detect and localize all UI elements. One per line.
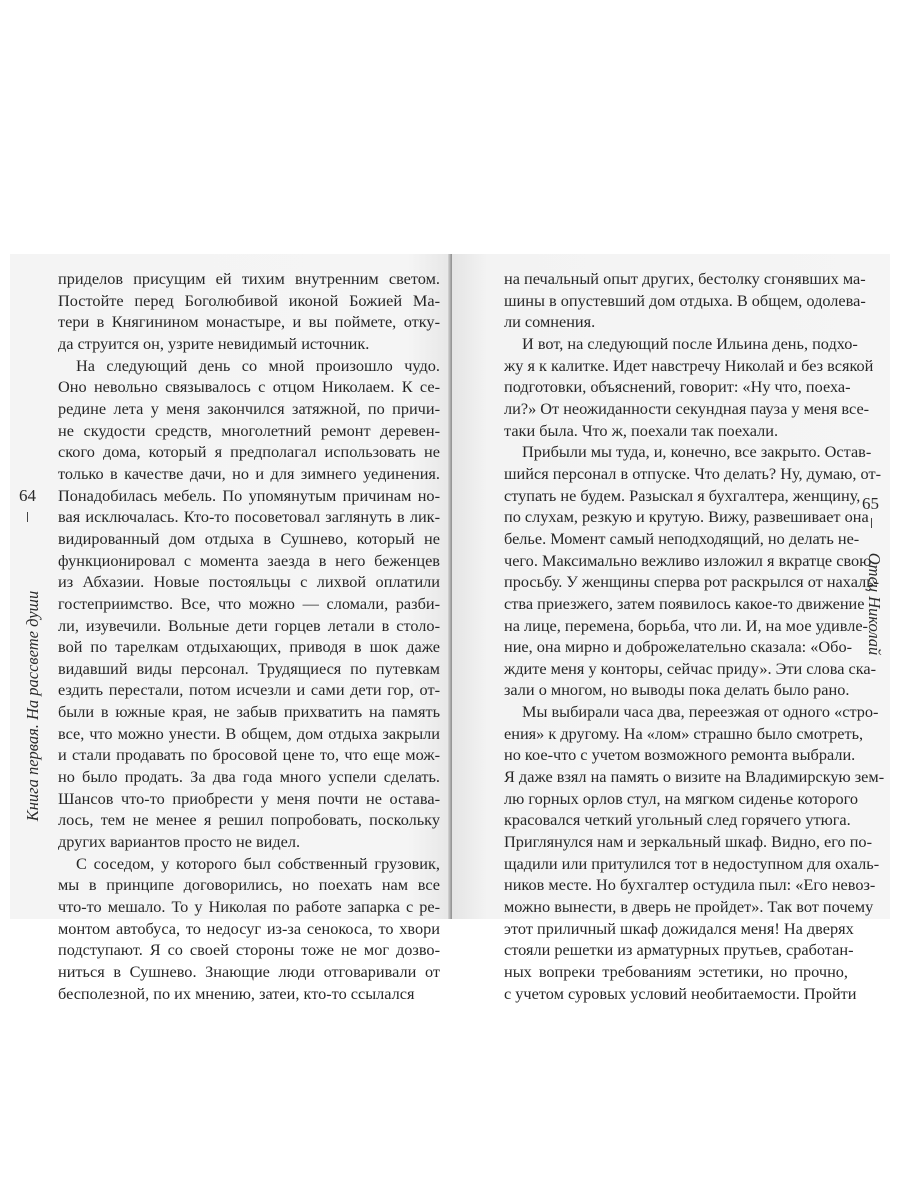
- right-page: [452, 254, 890, 1003]
- text-line: Приглянулся нам и зеркальный шкаф. Видно, его по-: [504, 832, 872, 852]
- text-line: да струится он, узрите невидимый источник.: [58, 333, 370, 353]
- text-line: на лице, перемена, борьба, что ли. И, на мое удивле-: [504, 615, 868, 635]
- text-line: лю горных орлов стул, на мягком сиденье которого: [504, 788, 859, 808]
- text-line: Понадобилась мебель. По упомянутым причинам но-: [58, 485, 440, 505]
- text-line: ездить перестали, потом исчезли и сами дети гор, от-: [58, 680, 440, 700]
- text-line: Оно невольно связывалось с отцом Николаем. К се-: [58, 377, 440, 397]
- text-line: но кое-что с учетом возможного ремонта выбрали.: [504, 745, 856, 765]
- text-line: щадили или притулился тот в недоступном для охаль-: [504, 853, 880, 873]
- text-line: мы в принципе договорились, но поехать нам все: [58, 875, 440, 895]
- text-line: И вот, на следующий после Ильина день, подхо-: [522, 333, 858, 353]
- left-margin: [13, 486, 47, 916]
- text-line: ждите меня у конторы, сейчас приду». Эти слова ска-: [504, 658, 877, 678]
- left-page-text: [58, 268, 440, 1004]
- text-line: Мы выбирали часа два, переезжая от одного «стро-: [522, 702, 879, 722]
- text-line: не скудости средств, многолетний ремонт деревен-: [58, 420, 440, 440]
- text-line: бесполезной, по их мнению, затеи, кто-то ссылался: [58, 983, 415, 1003]
- text-line: шины в опустевший дом отдыха. В общем, одолева-: [504, 290, 866, 310]
- text-line: лось, тем не менее я решил попробовать, поскольку: [58, 810, 440, 830]
- text-line: гостеприимство. Все, что можно — сломали, разби-: [58, 593, 440, 613]
- book-spread: [10, 254, 890, 1003]
- text-line: видированный дом отдыха в Сушнево, который не: [58, 528, 440, 548]
- text-line: ступать не будем. Разыскал я бухгалтера, женщину,: [504, 485, 861, 505]
- text-line: подготовки, объяснений, говорит: «Ну что, поеха-: [504, 377, 851, 397]
- text-line: ского дома, который я предполагал использовать не: [58, 442, 440, 462]
- text-line: Шансов что-то приобрести у меня почти не остава-: [58, 788, 440, 808]
- text-line: красовался четкий угольный след горячего утюга.: [504, 810, 851, 830]
- text-line: тери в Княгинином монастыре, и вы поймете, отку-: [58, 312, 440, 332]
- text-line: С соседом, у которого был собственный грузовик,: [76, 853, 440, 873]
- text-line: видавший виды персонал. Трудящиеся по путевкам: [58, 658, 440, 678]
- text-line: жу я к калитке. Идет навстречу Николай и без всякой: [504, 355, 874, 375]
- text-line: шийся персонал в отпуске. Что делать? Ну, думаю, от-: [504, 463, 881, 483]
- text-line: но было продать. За два года много успели сделать.: [58, 767, 440, 787]
- text-line: таки была. Что ж, поехали так поехали.: [504, 420, 779, 440]
- text-line: ения» к другому. На «лом» страшно было смотреть,: [504, 723, 864, 743]
- left-page-number: 64: [19, 486, 36, 505]
- text-line: монтом автобуса, то недосуг из-за сенокоса, то хвори: [58, 918, 440, 938]
- text-line: на печальный опыт других, бестолку сгонявших ма-: [504, 269, 866, 288]
- text-line: ников месте. Но бухгалтер остудила пыл: «Его невоз-: [504, 875, 876, 895]
- text-line: по слухам, резкую и крутую. Вижу, развешивает она: [504, 507, 869, 527]
- text-line: приделов присущим ей тихим внутренним светом.: [58, 269, 440, 288]
- text-line: чего. Максимально вежливо изложил я вкратце свою: [504, 550, 872, 570]
- text-line: все, что можно унести. В общем, дом отдыха закрыли: [58, 723, 440, 743]
- right-page-number: 65: [862, 494, 879, 513]
- text-line: этот приличный шкаф дожидался меня! На дверях: [504, 918, 854, 938]
- text-line: стояли решетки из арматурных прутьев, сработан-: [504, 940, 854, 960]
- text-line: функционировал с момента заезда в него беженцев: [58, 550, 440, 570]
- text-line: ли сомнения.: [504, 312, 596, 332]
- text-line: и стали продавать по бросовой цене то, что еще мож-: [58, 745, 440, 765]
- text-line: ли, изувечили. Вольные дети горцев летали в столо-: [58, 615, 440, 635]
- right-margin: [854, 494, 890, 794]
- text-line: Постойте перед Боголюбивой иконой Божией Ма-: [58, 290, 440, 310]
- text-line: только в качестве дачи, но и для зимнего уединения.: [58, 463, 440, 483]
- text-line: На следующий день со мной произошло чудо.: [76, 355, 440, 375]
- text-line: что-то мешало. То у Николая по работе запарка с ре-: [58, 897, 440, 917]
- text-line: вая исключалась. Кто-то посоветовал заглянуть в лик-: [58, 507, 440, 527]
- text-line: ства приезжего, затем появилось какое-то движение: [504, 593, 865, 613]
- text-line: подступают. Я со своей стороны тоже не мог дозво-: [58, 940, 440, 960]
- text-line: других вариантов просто не видел.: [58, 832, 301, 852]
- right-running-head: Отец Николай: [865, 552, 884, 656]
- text-line: ных вопреки требованиям эстетики, но прочно,: [504, 962, 848, 981]
- text-line: вой по тарелкам отдыхающих, приводя в шок даже: [58, 637, 440, 657]
- text-line: ниться в Сушнево. Знающие люди отговаривали от: [58, 962, 440, 981]
- text-line: редине лета у меня закончился затяжной, по причи-: [58, 398, 440, 418]
- text-line: ние, она мирно и доброжелательно сказала: «Обо-: [504, 637, 853, 657]
- text-line: Прибыли мы туда, и, конечно, все закрыто. Остав-: [522, 442, 872, 462]
- text-line: просьбу. У женщины сперва рот раскрылся от нахаль-: [504, 572, 880, 592]
- text-line: из Абхазии. Новые постояльцы с лихвой оплатили: [58, 572, 440, 592]
- text-line: зали о многом, но выводы пока делать было рано.: [504, 680, 850, 700]
- left-running-head: Книга первая. На рассвете души: [23, 590, 42, 822]
- left-page: [10, 254, 452, 1003]
- text-line: Я даже взял на память о визите на Владимирскую зем-: [504, 767, 885, 787]
- text-line: ли?» От неожиданности секундная пауза у меня все-: [504, 398, 870, 418]
- text-line: белье. Момент самый неподходящий, но делать не-: [504, 528, 860, 548]
- text-line: были в южные края, не забыв прихватить на память: [58, 702, 440, 722]
- text-line: с учетом суровых условий необитаемости. Пройти: [504, 983, 857, 1003]
- text-line: можно вынести, в дверь не пройдет». Так вот почему: [504, 897, 874, 917]
